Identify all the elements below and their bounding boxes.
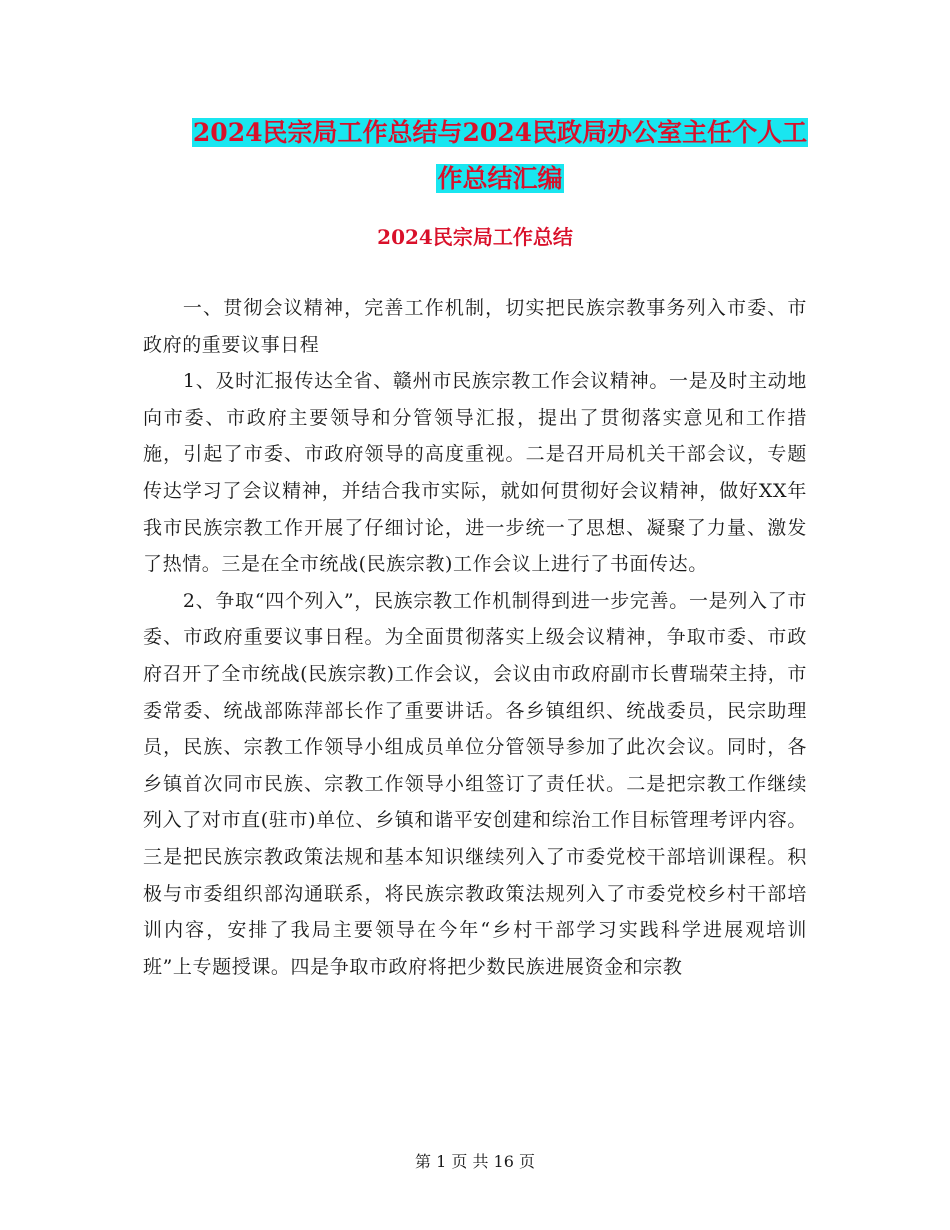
- title-line-2: 作总结汇编: [437, 164, 563, 193]
- section-title: 2024民宗局工作总结: [377, 225, 573, 249]
- paragraph-item-1: 1、及时汇报传达全省、赣州市民族宗教工作会议精神。一是及时主动地向市委、市政府主要领导和分管领导汇报，提出了贯彻落实意见和工作措施，引起了市委、市政府领导的高度重视。二是召开局机关干部会议，专题传达学习了会议精神，并结合我市实际，就如何贯彻好会议精神，做好XX年我市民族宗教工作开展了仔细讨论，进一步统一了思想、凝聚了力量、激发了热情。三是在全市统战(民族宗教)工作会议上进行了书面传达。: [143, 370, 807, 576]
- page-footer: 第 1 页 共 16 页: [415, 1152, 535, 1171]
- title-line-1: 2024民宗局工作总结与2024民政局办公室主任个人工: [192, 118, 808, 147]
- paragraph-item-2: 2、争取“四个列入”，民族宗教工作机制得到进一步完善。一是列入了市委、市政府重要议事日程。为全面贯彻落实上级会议精神，争取市委、市政府召开了全市统战(民族宗教)工作会议，会议由市政府副市长曹瑞荣主持，市委常委、统战部陈萍部长作了重要讲话。各乡镇组织、统战委员，民宗助理员，民族、宗教工作领导小组成员单位分管领导参加了此次会议。同时，各乡镇首次同市民族、宗教工作领导小组签订了责任状。二是把宗教工作继续列入了对市直(驻市)单位、乡镇和谐平安创建和综治工作目标管理考评内容。三是把民族宗教政策法规和基本知识继续列入了市委党校干部培训课程。积极与市委组织部沟通联系，将民族宗教政策法规列入了市委党校乡村干部培训内容，安排了我局主要领导在今年“乡村干部学习实践科学进展观培训班”上专题授课。四是争取市政府将把少数民族进展资金和宗教: [143, 589, 807, 978]
- paragraph-heading-1: 一、贯彻会议精神，完善工作机制，切实把民族宗教事务列入市委、市政府的重要议事日程: [143, 297, 807, 356]
- document-title: [140, 110, 860, 202]
- document-body: [143, 290, 807, 985]
